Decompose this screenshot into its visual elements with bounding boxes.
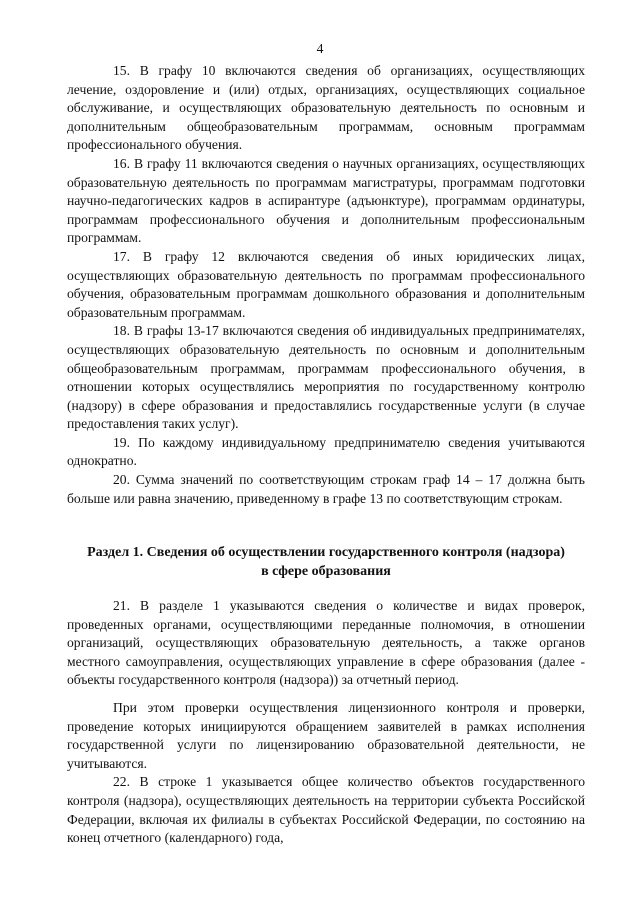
section-heading-line1: Раздел 1. Сведения об осуществлении государственного контроля (надзора) [87, 545, 565, 560]
paragraphs-top [67, 62, 585, 508]
paragraph-22: 22. В строке 1 указывается общее количество объектов государственного контроля (надзора), осуществляющих деятельность на территории субъекта Российской Федерации, включая их филиалы в субъектах Российской Федерации, по состоянию на конец отчетного (календарного) года, [67, 774, 585, 846]
paragraph-17: 17. В графу 12 включаются сведения об иных юридических лицах, осуществляющих образовательную деятельность по программам профессионального обучения, образовательным программам дошкольного образования и дополнительным образовательным программам. [67, 248, 585, 320]
section-heading-line2: в сфере образования [261, 564, 391, 579]
paragraph-18: 18. В графы 13-17 включаются сведения об индивидуальных предпринимателях, осуществляющих образовательную деятельность по основным и дополнительным общеобразовательным программам, программам профессионального обучения, в отношении которых осуществлялись мероприятия по государственному контролю (надзору) в сфере образования и предоставлялись государственные услуги (в случае предоставления таких услуг). [67, 323, 585, 432]
paragraph-16: 16. В графу 11 включаются сведения о научных организациях, осуществляющих образовательную деятельность по программам магистратуры, программам подготовки научно-педагогических кадров в аспирантуре (адъюнктуре), программам ординатуры, программам профессионального обучения и дополнительным профессиональным программам. [67, 155, 585, 246]
section-heading [67, 543, 585, 581]
paragraph-note: При этом проверки осуществления лицензионного контроля и проверки, проведение которых инициируются обращением заявителей в рамках исполнения государственной услуги по лицензированию образовательной деятельности, не учитываются. [67, 699, 585, 771]
paragraphs-bottom [67, 597, 585, 848]
paragraph-19: 19. По каждому индивидуальному предпринимателю сведения учитываются однократно. [67, 434, 585, 469]
paragraph-21: 21. В разделе 1 указываются сведения о количестве и видах проверок, проведенных органами, осуществляющими переданные полномочия, в отношении организаций, осуществляющих образовательную деятельность, а также органов местного самоуправления, осуществляющих управление в сфере образования (далее - объекты государственного контроля (надзора)) за отчетный период. [67, 598, 585, 688]
paragraph-15: 15. В графу 10 включаются сведения об организациях, осуществляющих лечение, оздоровление и (или) отдых, организациях, осуществляющих социальное обслуживание, и осуществляющих образовательную деятельность по основным и дополнительным общеобразовательным программам, основным программам профессионального обучения. [67, 63, 585, 153]
page-number: 4 [316, 41, 324, 56]
paragraph-20: 20. Сумма значений по соответствующим строкам граф 14 – 17 должна быть больше или равна значению, приведенному в графе 13 по соответствующим строкам. [67, 472, 585, 506]
